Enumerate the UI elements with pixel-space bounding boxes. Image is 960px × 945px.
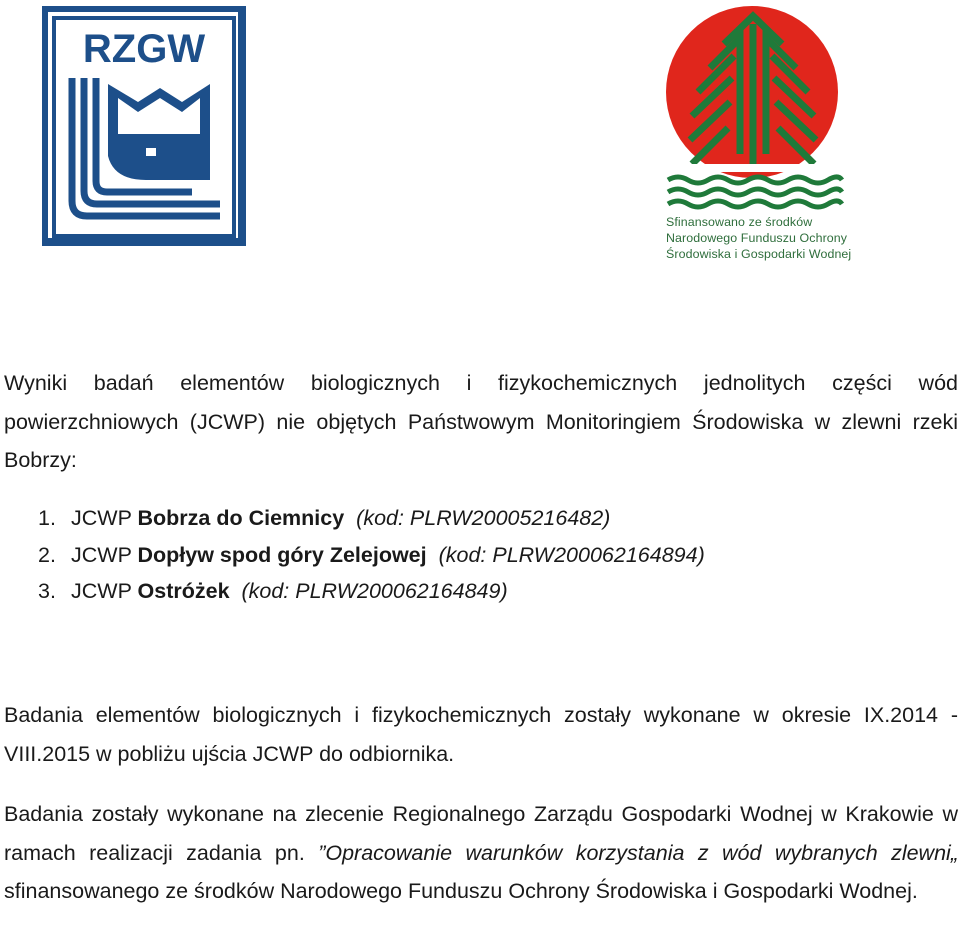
list-item-prefix: JCWP xyxy=(71,506,132,530)
nfosigw-caption-line: Narodowego Funduszu Ochrony xyxy=(666,231,848,245)
nfosigw-funding-caption xyxy=(666,214,856,262)
list-item-prefix: JCWP xyxy=(71,542,132,567)
jcwp-list xyxy=(38,500,705,610)
funding-text-part2: sfinansowanego ze środków Narodowego Funduszu Ochrony Środowiska i Gospodarki Wodnej. xyxy=(4,879,918,903)
rzgw-logo xyxy=(42,6,246,246)
nfosigw-caption-line: Środowiska i Gospodarki Wodnej xyxy=(666,247,852,261)
list-item-number: 1. xyxy=(38,506,56,530)
list-item xyxy=(38,573,705,610)
list-item-name: Bobrza do Ciemnicy xyxy=(137,506,345,530)
task-title: ”Opracowanie warunków korzystania z wód wybranych zlewni„ xyxy=(318,840,958,865)
list-item xyxy=(38,537,705,574)
rzgw-logo-icon xyxy=(42,6,246,246)
nfosigw-caption-line: Sfinansowano ze środków xyxy=(666,215,813,229)
list-item-number: 3. xyxy=(38,579,56,603)
rzgw-logo-text: RZGW xyxy=(82,27,206,71)
nfosigw-logo-icon xyxy=(664,4,844,216)
list-item-code: (kod: PLRW200062164894) xyxy=(438,542,705,567)
nfosigw-logo xyxy=(664,4,844,216)
funding-text-part1: Badania zostały wykonane na zlecenie Regionalnego Zarządu Gospodarki Wodnej w Krakowie w ramach realizacji zadania pn. xyxy=(4,802,958,865)
list-item-code: (kod: PLRW20005216482) xyxy=(356,506,611,530)
list-item-code: (kod: PLRW200062164849) xyxy=(241,579,508,603)
funding-paragraph xyxy=(4,795,958,911)
list-item-name: Dopływ spod góry Zelejowej xyxy=(137,542,427,567)
period-paragraph: Badania elementów biologicznych i fizykochemicznych zostały wykonane w okresie IX.2014 - VIII.2015 w pobliżu ujścia JCWP do odbiornika. xyxy=(4,703,958,766)
list-item xyxy=(38,500,705,537)
list-item-prefix: JCWP xyxy=(71,579,132,603)
intro-paragraph: Wyniki badań elementów biologicznych i fizykochemicznych jednolitych części wód powierzchniowych (JCWP) nie objętych Państwowym Monitoringiem Środowiska w zlewni rzeki Bobrzy: xyxy=(4,371,958,472)
list-item-name: Ostróżek xyxy=(137,579,230,603)
list-item-number: 2. xyxy=(38,542,56,567)
